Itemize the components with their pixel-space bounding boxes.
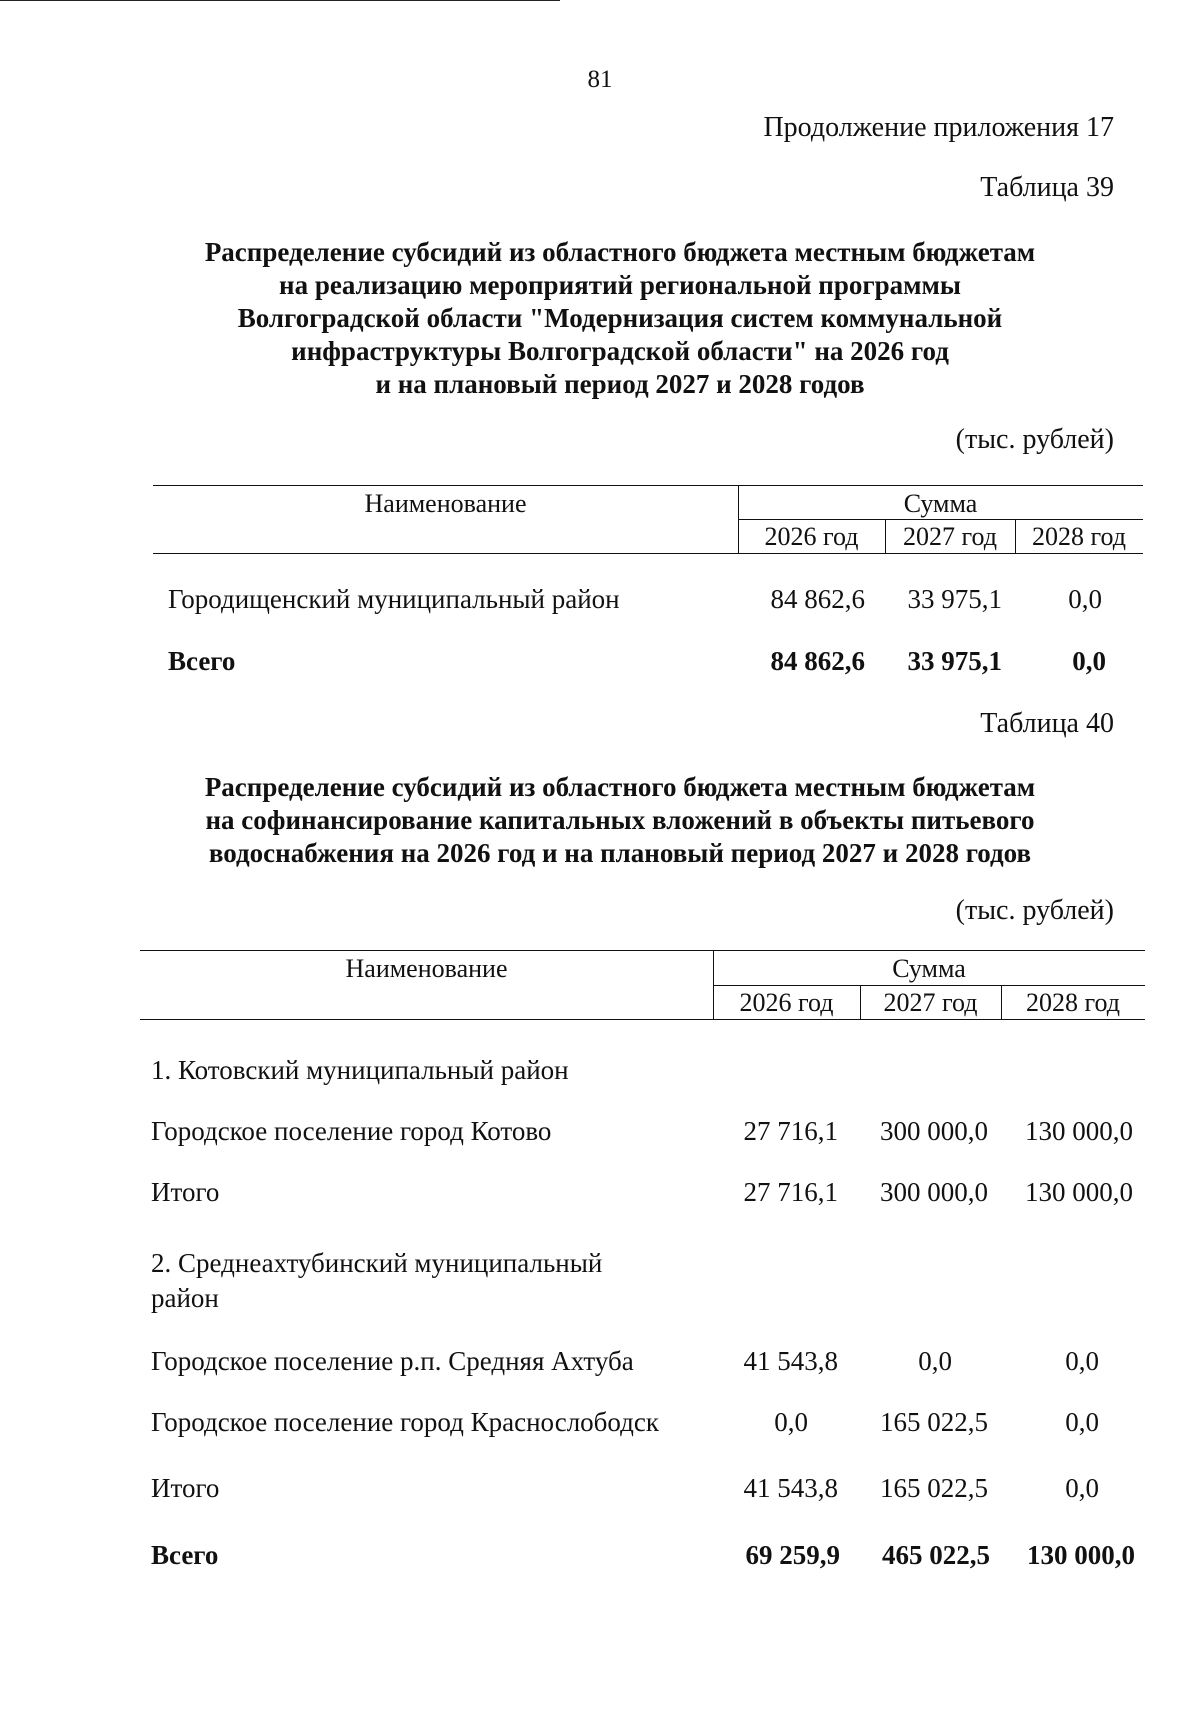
- title-line: на реализацию мероприятий региональной программы: [279, 270, 961, 300]
- value-2026: 0,0: [774, 1407, 808, 1437]
- value-2027: 33 975,1: [907, 584, 1002, 614]
- row-name: Городское поселение р.п. Средняя Ахтуба: [151, 1346, 634, 1376]
- value-2028: 0,0: [1065, 1346, 1099, 1376]
- title-line: и на плановый период 2027 и 2028 годов: [375, 369, 865, 399]
- title-line: Распределение субсидий из областного бюджета местным бюджетам: [204, 772, 1036, 802]
- table-40-unit: (тыс. рублей): [955, 895, 1114, 926]
- column-header-2026: 2026 год: [764, 522, 859, 551]
- value-2026: 69 259,9: [745, 1540, 840, 1570]
- column-header-sum: Сумма: [892, 954, 966, 983]
- table-top-border: [140, 950, 1145, 951]
- value-2027: 300 000,0: [880, 1177, 988, 1207]
- table-39-unit: (тыс. рублей): [955, 424, 1114, 455]
- row-name: Городищенский муниципальный район: [168, 584, 620, 614]
- column-header-2028: 2028 год: [1032, 522, 1126, 551]
- table-40-label: Таблица 40: [980, 708, 1114, 739]
- column-header-2027: 2027 год: [883, 988, 978, 1017]
- row-name: Всего: [168, 646, 236, 676]
- row-name: Итого: [151, 1177, 220, 1207]
- value-2026: 41 543,8: [743, 1473, 838, 1503]
- row-name: Итого: [151, 1473, 220, 1503]
- value-2027: 165 022,5: [880, 1473, 988, 1503]
- column-header-2028: 2028 год: [1026, 988, 1120, 1017]
- value-2028: 0,0: [1065, 1473, 1099, 1503]
- title-line: на софинансирование капитальных вложений в объекты питьевого: [205, 805, 1035, 835]
- row-name: Всего: [151, 1540, 219, 1570]
- column-header-2026: 2026 год: [739, 988, 834, 1017]
- table-39-label: Таблица 39: [980, 172, 1114, 203]
- column-header-sum: Сумма: [903, 489, 978, 518]
- title-line: инфраструктуры Волгоградской области" на 2026 год: [291, 336, 949, 366]
- page-number: 81: [587, 66, 613, 93]
- section-heading-line: район: [151, 1283, 219, 1313]
- row-name: Городское поселение город Котово: [151, 1116, 552, 1146]
- appendix-note: Продолжение приложения 17: [763, 112, 1114, 143]
- table-top-border: [153, 485, 1143, 486]
- value-2028: 0,0: [1072, 646, 1106, 676]
- column-header-2027: 2027 год: [903, 522, 997, 551]
- value-2028: 0,0: [1065, 1407, 1099, 1437]
- column-header-name: Наименование: [345, 954, 508, 983]
- value-2027: 300 000,0: [880, 1116, 988, 1146]
- section-heading-line: 2. Среднеахтубинский муниципальный: [151, 1248, 603, 1278]
- table-40-title: [150, 771, 1090, 870]
- value-2026: 27 716,1: [743, 1177, 838, 1207]
- value-2027: 165 022,5: [880, 1407, 988, 1437]
- header-bottom-border: [140, 1019, 1145, 1020]
- table-39-title: [150, 236, 1090, 401]
- value-2026: 27 716,1: [743, 1116, 838, 1146]
- value-2027: 33 975,1: [907, 646, 1002, 676]
- value-2027: 465 022,5: [882, 1540, 990, 1570]
- sum-divider: [738, 519, 1143, 520]
- value-2028: 130 000,0: [1025, 1177, 1133, 1207]
- value-2026: 41 543,8: [743, 1346, 838, 1376]
- value-2028: 130 000,0: [1027, 1540, 1135, 1570]
- section-heading: [151, 1246, 602, 1316]
- value-2026: 84 862,6: [770, 584, 865, 614]
- scan-top-rule: [0, 0, 560, 1]
- value-2026: 84 862,6: [770, 646, 865, 676]
- section-heading: 1. Котовский муниципальный район: [151, 1055, 569, 1085]
- sum-divider: [713, 985, 1145, 986]
- header-bottom-border: [153, 553, 1143, 554]
- row-name: Городское поселение город Краснослободск: [151, 1407, 659, 1437]
- title-line: Волгоградской области "Модернизация систем коммунальной: [237, 303, 1003, 333]
- value-2027: 0,0: [918, 1346, 952, 1376]
- column-header-name: Наименование: [364, 489, 527, 518]
- title-line: водоснабжения на 2026 год и на плановый период 2027 и 2028 годов: [208, 838, 1032, 868]
- title-line: Распределение субсидий из областного бюджета местным бюджетам: [204, 237, 1036, 267]
- value-2028: 0,0: [1068, 584, 1102, 614]
- value-2028: 130 000,0: [1025, 1116, 1133, 1146]
